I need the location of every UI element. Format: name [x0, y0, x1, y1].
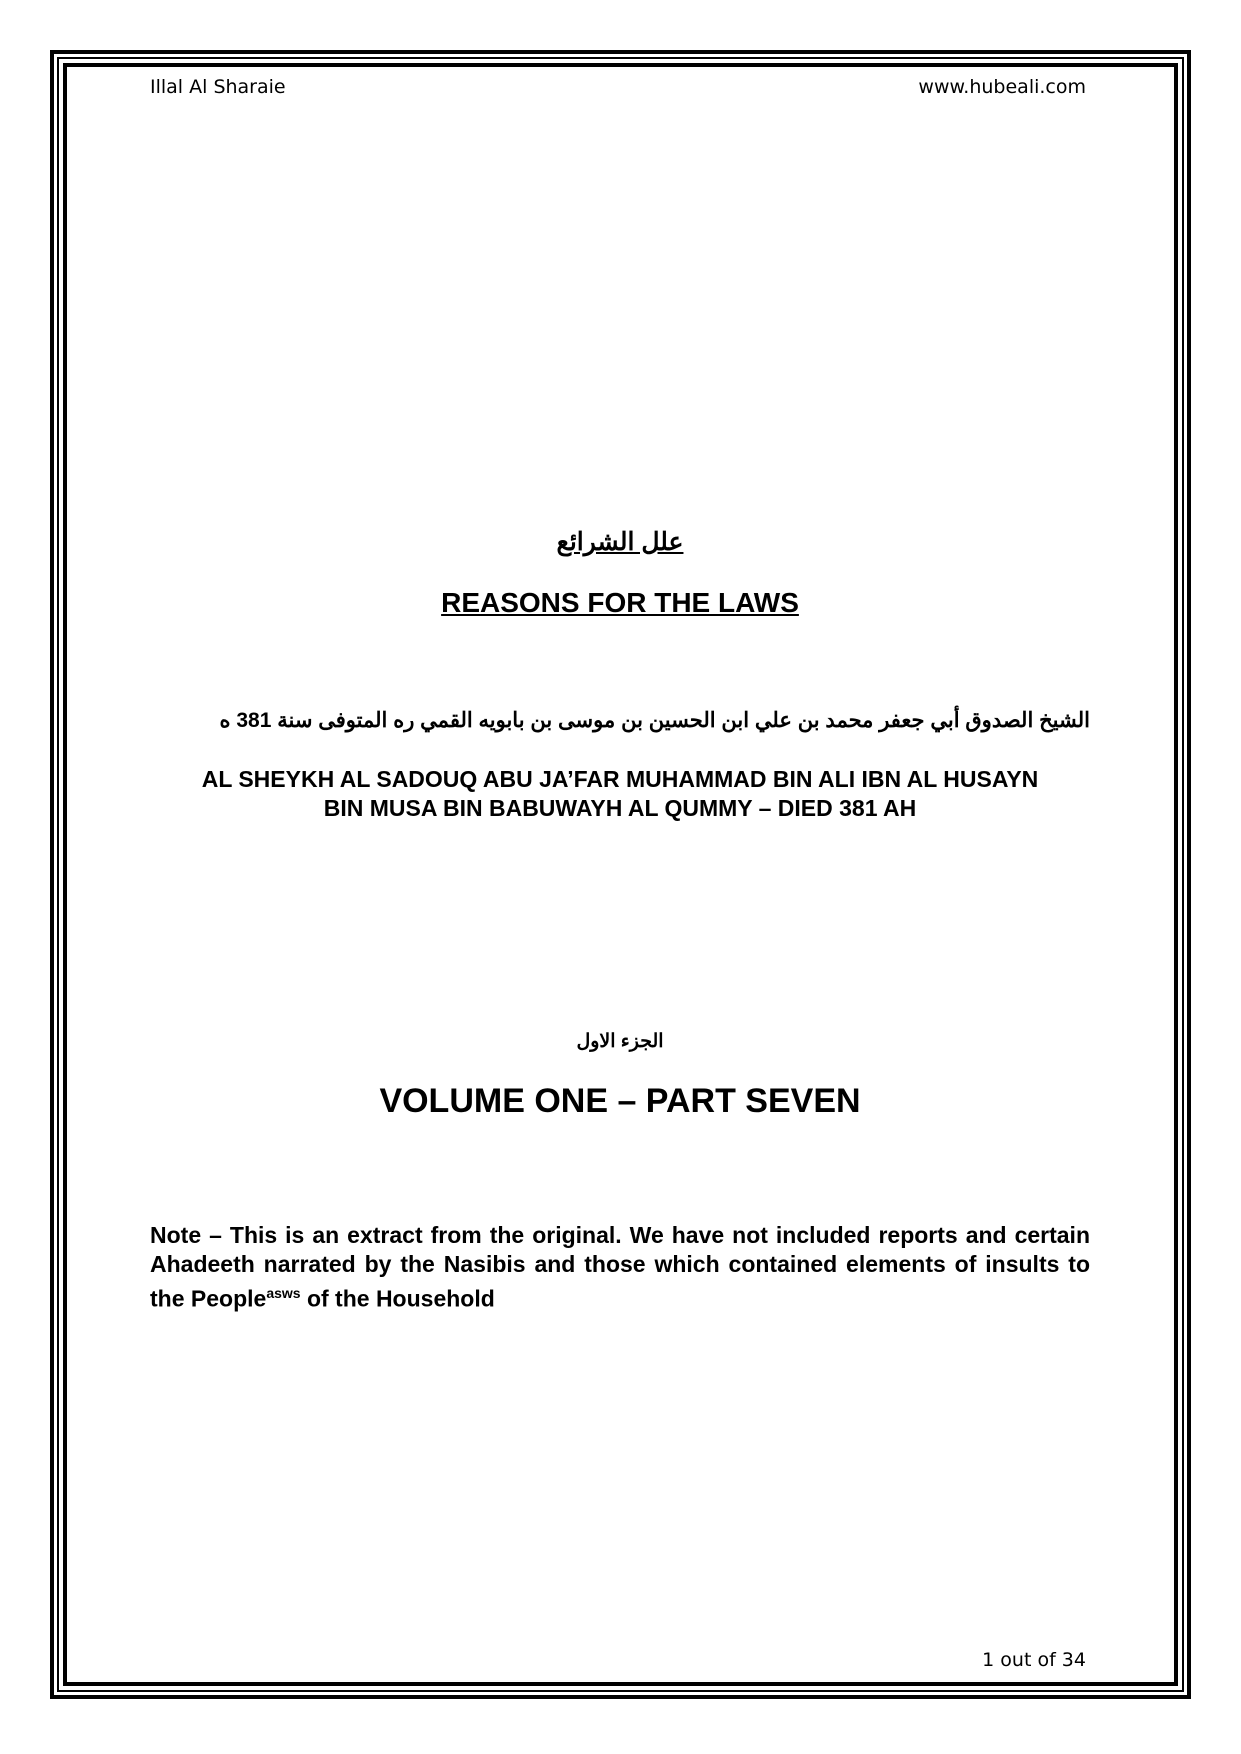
header-website: www.hubeali.com	[918, 76, 1086, 98]
arabic-title: علل الشرائع	[556, 528, 684, 556]
author-block	[150, 765, 1090, 823]
page-border-inner	[63, 63, 1178, 1686]
note-superscript: asws	[266, 1285, 301, 1301]
header-book-title: Illal Al Sharaie	[150, 76, 286, 98]
note-paragraph	[150, 1221, 1090, 1314]
arabic-author: الشيخ الصدوق أبي جعفر محمد بن علي ابن الحسين بن موسى بن بابويه القمي ره المتوفى سنة 381 ه	[219, 709, 1090, 732]
volume-title: VOLUME ONE – PART SEVEN	[379, 1082, 861, 1120]
arabic-volume: الجزء الاول	[576, 1031, 664, 1052]
note-text-end: of the Household	[300, 1285, 495, 1312]
note-text: Note – This is an extract from the original. We have not included reports and certain Ahadeeth narrated by the Nasibis and those which contained elements of insults to the People	[150, 1222, 1090, 1312]
author-line-2: BIN MUSA BIN BABUWAYH AL QUMMY – DIED 381 AH	[323, 795, 917, 821]
author-line-1: AL SHEYKH AL SADOUQ ABU JA’FAR MUHAMMAD BIN ALI IBN AL HUSAYN	[201, 766, 1039, 792]
page-title: REASONS FOR THE LAWS	[441, 587, 799, 618]
page-number: 1 out of 34	[982, 1649, 1086, 1671]
